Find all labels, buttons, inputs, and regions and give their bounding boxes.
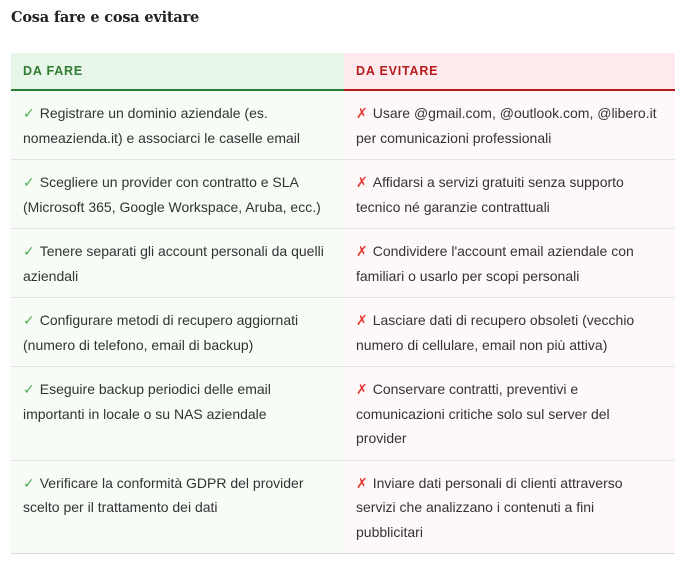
header-do: DA FARE <box>11 53 344 90</box>
table-row <box>11 460 675 553</box>
cross-icon: ✗ <box>356 243 368 259</box>
check-icon: ✓ <box>23 381 35 397</box>
table-row <box>11 160 675 229</box>
dont-text: Lasciare dati di recupero obsoleti (vecchio numero di cellulare, email non più attiva) <box>356 312 635 353</box>
table-row <box>11 90 675 160</box>
table-row <box>11 229 675 298</box>
cross-icon: ✗ <box>356 381 368 397</box>
dont-text: Usare @gmail.com, @outlook.com, @libero.it per comunicazioni professionali <box>356 105 657 146</box>
header-dont: DA EVITARE <box>344 53 675 90</box>
do-text: Registrare un dominio aziendale (es. nomeazienda.it) e associarci le caselle email <box>23 105 301 146</box>
dont-text: Affidarsi a servizi gratuiti senza supporto tecnico né garanzie contrattuali <box>356 174 624 215</box>
do-text: Configurare metodi di recupero aggiornati (numero di telefono, email di backup) <box>23 312 299 353</box>
cross-icon: ✗ <box>356 174 368 190</box>
dont-text: Condividere l'account email aziendale con familiari o usarlo per scopi personali <box>356 243 634 284</box>
dont-text: Inviare dati personali di clienti attraverso servizi che analizzano i contenuti a fini pubblicitari <box>356 474 623 540</box>
do-cell <box>11 229 344 298</box>
check-icon: ✓ <box>23 105 35 121</box>
check-icon: ✓ <box>23 474 35 491</box>
table-row <box>11 298 675 367</box>
do-cell <box>11 367 344 461</box>
table-row <box>11 367 675 461</box>
section-title: Cosa fare e cosa evitare <box>11 9 200 26</box>
dont-cell <box>344 90 675 160</box>
do-cell <box>11 298 344 367</box>
dont-cell <box>344 229 675 298</box>
dont-cell <box>344 367 675 461</box>
cross-icon: ✗ <box>356 312 368 328</box>
do-text: Verificare la conformità GDPR del provider scelto per il trattamento dei dati <box>23 474 304 515</box>
check-icon: ✓ <box>23 174 35 190</box>
cross-icon: ✗ <box>356 105 368 121</box>
do-dont-table <box>11 53 675 553</box>
check-icon: ✓ <box>23 243 35 259</box>
do-cell <box>11 460 344 553</box>
table-header-row <box>11 53 675 90</box>
do-text: Tenere separati gli account personali da quelli aziendali <box>23 243 324 284</box>
dont-cell <box>344 298 675 367</box>
do-text: Eseguire backup periodici delle email importanti in locale o su NAS aziendale <box>23 381 271 422</box>
do-dont-table-container <box>11 53 675 554</box>
do-text: Scegliere un provider con contratto e SLA (Microsoft 365, Google Workspace, Aruba, ecc.) <box>23 174 321 215</box>
check-icon: ✓ <box>23 312 35 328</box>
do-cell <box>11 90 344 160</box>
dont-cell <box>344 460 675 553</box>
dont-cell <box>344 160 675 229</box>
dont-text: Conservare contratti, preventivi e comunicazioni critiche solo sul server del provider <box>356 381 610 446</box>
cross-icon: ✗ <box>356 474 368 491</box>
do-cell <box>11 160 344 229</box>
